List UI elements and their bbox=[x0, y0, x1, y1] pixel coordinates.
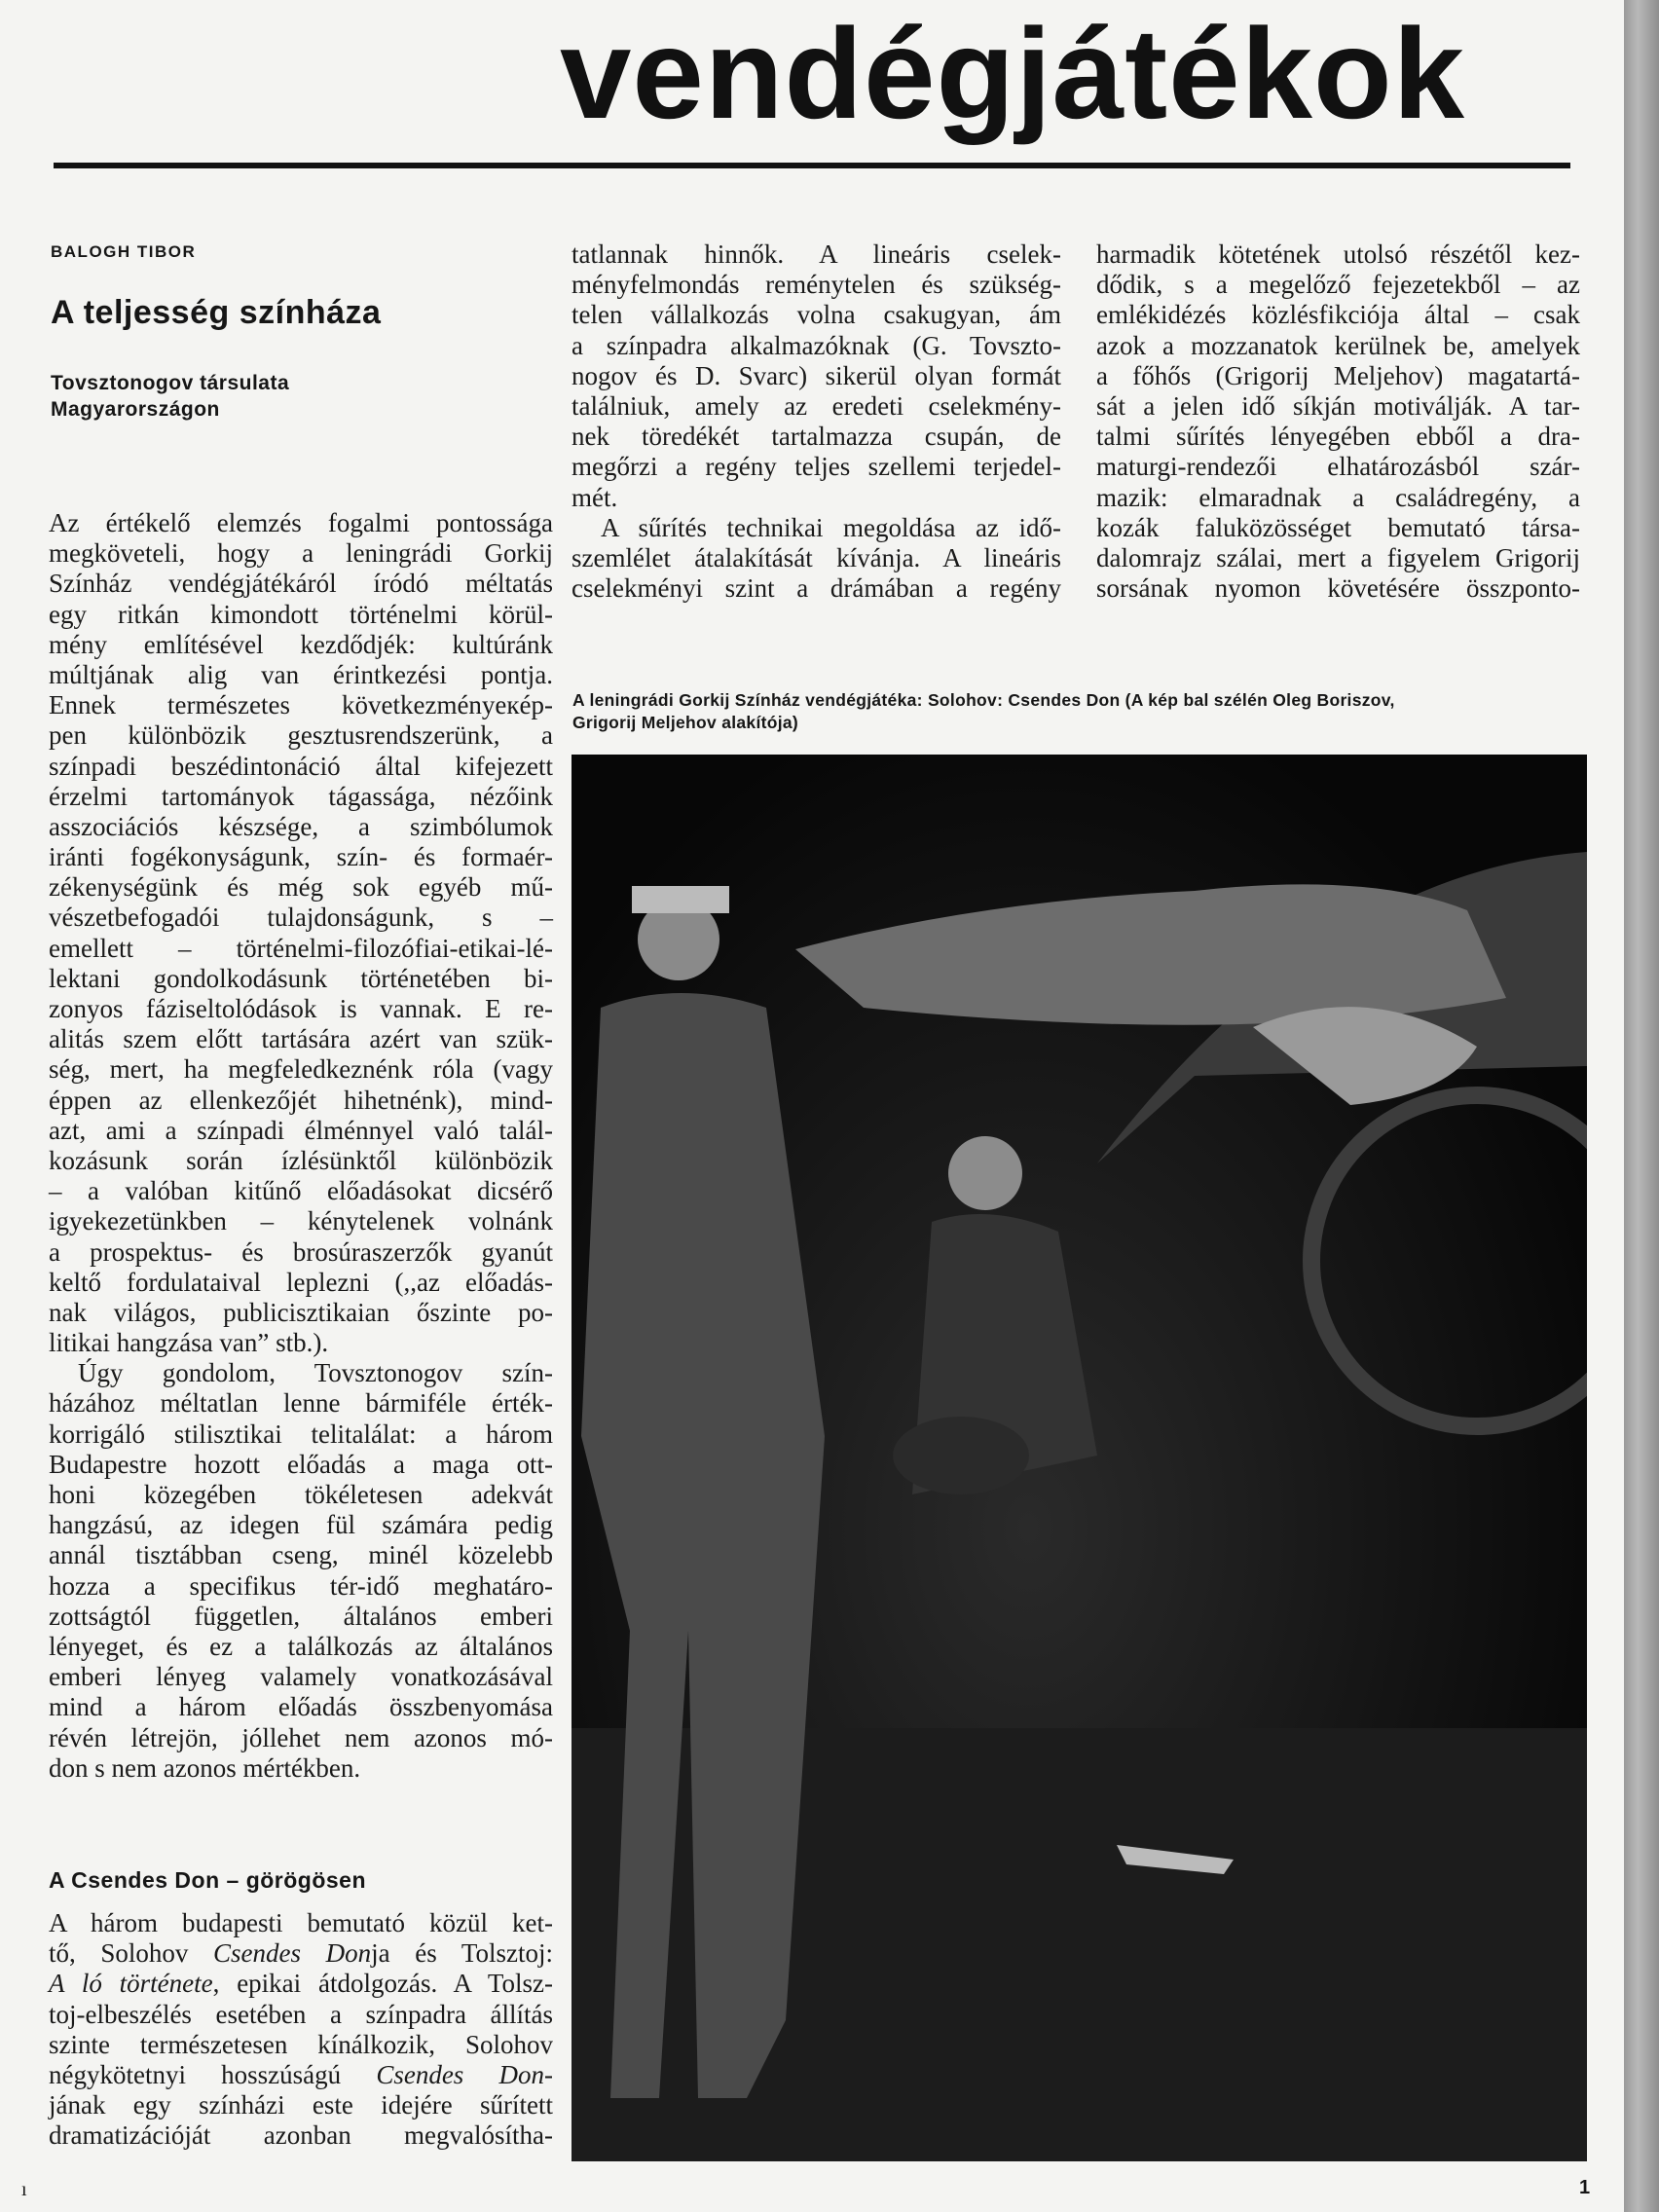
article-headline: A teljesség színháza bbox=[51, 294, 382, 331]
text-line: házához méltatlan lenne bármiféle érték- bbox=[49, 1388, 553, 1419]
text-line: ményfelmondás reménytelen és szükség- bbox=[571, 270, 1061, 300]
text-line: annál tisztábban cseng, minél közelebb bbox=[49, 1540, 553, 1570]
text-line: telen vállalkozás volna csakugyan, ám bbox=[571, 300, 1061, 330]
text-line: találniuk, amely az eredeti cselekmény- bbox=[571, 390, 1061, 421]
text-segment: - bbox=[544, 2059, 553, 2089]
text-line bbox=[49, 1908, 553, 1938]
text-line bbox=[49, 2030, 553, 2060]
text-segment: szinte természetesen kínálkozik, Solohov bbox=[49, 2029, 553, 2059]
text-line: zottságtól független, általános emberi bbox=[49, 1601, 553, 1631]
text-line: egy ritkán kimondott történelmi körül- bbox=[49, 599, 553, 629]
text-line: mazik: elmaradnak a családregény, a bbox=[1096, 482, 1580, 512]
text-line: Úgy gondolom, Tovsztonogov szín- bbox=[78, 1358, 553, 1388]
text-segment: jának egy színházi este idejére sűrített bbox=[49, 2090, 553, 2120]
text-line: lényeget, és ez a találkozás az általános bbox=[49, 1631, 553, 1661]
section-title: vendégjátékok bbox=[560, 2, 1466, 145]
body-column-left-continued bbox=[49, 1908, 553, 2152]
text-line: igyekezetünkben – kénytelenek volnánk bbox=[49, 1206, 553, 1236]
text-line: nek töredékét tartalmazza csupán, de bbox=[571, 422, 1061, 452]
basket bbox=[893, 1417, 1029, 1494]
text-line bbox=[49, 1938, 553, 1969]
text-line bbox=[49, 2090, 553, 2120]
text-segment: toj-elbeszélés esetében a színpadra állítás bbox=[49, 1999, 553, 2029]
body-column-right bbox=[1096, 240, 1580, 604]
stage-photo bbox=[571, 755, 1587, 2161]
text-line: zonyos fáziseltolódások is vannak. E re- bbox=[49, 994, 553, 1023]
text-line: zékenységünk és még sok egyéb mű- bbox=[49, 872, 553, 903]
italic-title: Csendes Don bbox=[376, 2059, 544, 2089]
text-line: érzelmi tartományok tágassága, nézőink bbox=[49, 781, 553, 811]
italic-title: A ló története bbox=[49, 1969, 213, 1999]
text-line: A sűrítés technikai megoldása az idő- bbox=[601, 512, 1061, 542]
text-line: dődik, s a megelőző fejezetekből – az bbox=[1096, 270, 1580, 300]
body-column-middle bbox=[571, 240, 1061, 604]
caption-line: A leningrádi Gorkij Színház vendégjátéka: Solohov: Csendes Don (A kép bal szélén Oleg Boriszov, bbox=[572, 690, 1395, 710]
text-line: nogov és D. Svarc) sikerül olyan formát bbox=[571, 360, 1061, 390]
text-line: azt, ami a színpadi élménnyel való talál- bbox=[49, 1115, 553, 1145]
section-subheading: A Csendes Don – görögösen bbox=[49, 1867, 367, 1893]
officer-cap bbox=[632, 886, 729, 913]
subtitle-line: Tovsztonogov társulata bbox=[51, 372, 290, 394]
photo-caption bbox=[572, 689, 1585, 734]
text-line: cselekményi szint a drámában a regény bbox=[571, 573, 1061, 604]
text-line: emlékidézés közlésfikciója által – csak bbox=[1096, 300, 1580, 330]
text-line: asszociációs készsége, a szimbólumok bbox=[49, 811, 553, 841]
text-line: színpadi beszédintonáció által kifejezett bbox=[49, 751, 553, 781]
text-line: litikai hangzása van” stb.). bbox=[49, 1328, 329, 1358]
text-line: kozák faluközösséget bemutató társa- bbox=[1096, 512, 1580, 542]
subtitle-line: Magyarországon bbox=[51, 398, 220, 421]
text-line: tatlannak hinnők. A lineáris cselek- bbox=[571, 240, 1061, 269]
text-line: nak világos, publicisztikaian őszinte po- bbox=[49, 1297, 553, 1327]
text-line: dalomrajz szálai, mert a figyelem Grigorij bbox=[1096, 542, 1580, 572]
caption-line: Grigorij Meljehov alakítója) bbox=[572, 713, 799, 732]
text-line: mét. bbox=[571, 482, 618, 512]
text-line: megköveteli, hogy a leningrádi Gorkij bbox=[49, 538, 553, 569]
text-line: lektani gondolkodásunk történetében bi- bbox=[49, 963, 553, 993]
text-line: ség, mert, ha megfeledkeznénk róla (vagy bbox=[49, 1054, 553, 1085]
text-line: mind a három előadás összbenyomása bbox=[49, 1692, 553, 1722]
text-line: – a valóban kitűnő előadásokat dicsérő bbox=[49, 1176, 553, 1206]
text-line bbox=[49, 2000, 553, 2030]
text-line: szemlélet átalakítását kívánja. A lineáris bbox=[571, 542, 1061, 572]
folio-mark: ı bbox=[21, 2179, 27, 2200]
text-line bbox=[49, 2060, 553, 2090]
text-line: alitás szem előtt tartására azért van szük- bbox=[49, 1024, 553, 1054]
text-line bbox=[49, 1969, 553, 1999]
text-line: keltő fordulataival leplezni (,,az előadás- bbox=[49, 1267, 553, 1297]
text-line: emellett – történelmi-filozófiai-etikai-lé- bbox=[49, 933, 553, 963]
text-line: Ennek természetes következményeкép- bbox=[49, 690, 553, 720]
body-column-left bbox=[49, 508, 553, 1784]
text-line: vészetbefogadói tulajdonságunk, s – bbox=[49, 903, 553, 933]
text-line: mény említésével kezdődjék: kultúránk bbox=[49, 629, 553, 659]
text-segment: ja és Tolsztoj: bbox=[371, 1938, 553, 1969]
text-line: a színpadra alkalmazóknak (G. Tovszto- bbox=[571, 330, 1061, 360]
text-line: pen különbözik gesztusrendszerünk, a bbox=[49, 720, 553, 751]
text-line: hangzású, az idegen fül számára pedig bbox=[49, 1510, 553, 1540]
text-line: éppen az ellenkezőjét hihetnénk), mind- bbox=[49, 1085, 553, 1115]
text-line: azok a mozzanatok kerülnek be, amelyek bbox=[1096, 330, 1580, 360]
text-line: hozza a specifikus tér-idő meghatáro- bbox=[49, 1570, 553, 1601]
text-segment: dramatizációját azonban megvalósítha- bbox=[49, 2120, 553, 2151]
text-line: talmi sűrítés lényegében ebből a dra- bbox=[1096, 422, 1580, 452]
text-line: a főhős (Grigorij Meljehov) magatartá- bbox=[1096, 360, 1580, 390]
text-line: révén létrejön, jóllehet nem azonos mó- bbox=[49, 1722, 553, 1752]
text-line: Színház vendégjátékáról íródó méltatás bbox=[49, 569, 553, 599]
seated-man-head bbox=[948, 1136, 1022, 1210]
text-segment: A három budapesti bemutató közül ket- bbox=[49, 1908, 553, 1937]
text-line: sorsának nyomon követésére összponto- bbox=[1096, 573, 1580, 604]
article-author: BALOGH TIBOR bbox=[51, 242, 197, 261]
text-line: múltjának alig van érintkezési pontja. bbox=[49, 659, 553, 689]
text-line: kozásunk során ízlésünktől különbözik bbox=[49, 1145, 553, 1175]
text-segment: tő, Solohov bbox=[49, 1938, 214, 1969]
title-rule-divider bbox=[54, 163, 1570, 168]
text-line: iránti fogékonyságunk, szín- és formaér- bbox=[49, 842, 553, 872]
text-line bbox=[49, 2120, 553, 2151]
text-segment: , epikai átdolgozás. A Tolsz- bbox=[212, 1969, 553, 1999]
text-line: Az értékelő elemzés fogalmi pontossága bbox=[49, 508, 553, 537]
article-subtitle bbox=[51, 370, 289, 423]
text-line: Budapestre hozott előadás a maga ott- bbox=[49, 1449, 553, 1479]
text-line: korrigáló stilisztikai telitalálat: a három bbox=[49, 1419, 553, 1449]
text-line: honi közegében tökéletesen adekvát bbox=[49, 1480, 553, 1509]
italic-title: Csendes Don bbox=[213, 1938, 372, 1969]
text-line: sát a jelen idő síkján motiválják. A tar- bbox=[1096, 390, 1580, 421]
stage-photo-image bbox=[571, 755, 1587, 2161]
page-edge-shadow bbox=[1624, 0, 1659, 2212]
text-line: megőrzi a regény teljes szellemi terjedel- bbox=[571, 452, 1061, 482]
text-segment: négykötetnyi hosszúságú bbox=[49, 2059, 377, 2089]
text-line: emberi lényeg valamely vonatkozásával bbox=[49, 1662, 553, 1692]
text-line: a prospektus- és brosúraszerzők gyanút bbox=[49, 1236, 553, 1267]
page-number: 1 bbox=[1579, 2177, 1591, 2198]
text-line: don s nem azonos mértékben. bbox=[49, 1752, 361, 1783]
text-line: maturgi-rendezői elhatározásból szár- bbox=[1096, 452, 1580, 482]
text-line: harmadik kötetének utolsó részétől kez- bbox=[1096, 240, 1580, 269]
